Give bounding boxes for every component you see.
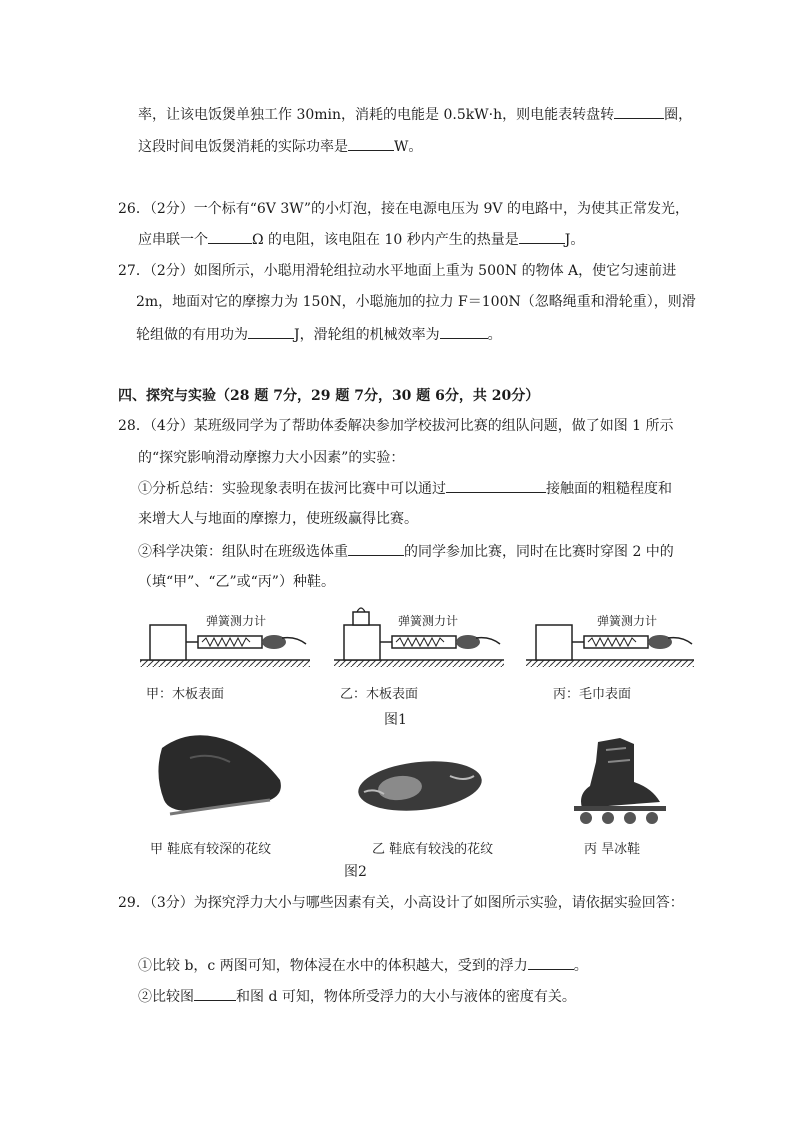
q25-blank-power[interactable]	[348, 136, 394, 151]
figure2-caption-b: 乙 鞋底有较浅的花纹	[372, 842, 494, 857]
wood-block	[344, 625, 380, 660]
q29-line3: ②比较图 和图 d 可知，物体所受浮力的大小与液体的密度有关。	[138, 986, 576, 1007]
q27-line1: 27．（2分）如图所示，小聪用滑轮组拉动水平地面上重为 500N 的物体 A，使它匀速前进	[118, 263, 677, 279]
figure1-caption-b: 乙：木板表面	[340, 687, 419, 702]
figure1-caption-a: 甲：木板表面	[146, 687, 225, 702]
hand-icon	[262, 635, 286, 649]
hand-icon	[456, 635, 480, 649]
section-heading: 四、探究与实验（28 题 7分，29 题 7分，30 题 6分，共 20分）	[118, 388, 540, 404]
q29-line2: ①比较 b，c 两图可知，物体浸在水中的体积越大，受到的浮力 。	[138, 955, 588, 976]
wood-block	[150, 625, 186, 660]
meter-label-c: 弹簧测力计	[597, 614, 658, 628]
q27-blank-efficiency[interactable]	[440, 324, 488, 339]
q28-line4: 来增大人与地面的摩擦力，使班级赢得比赛。	[138, 511, 418, 527]
q29-line1: 29．（3分）为探究浮力大小与哪些因素有关，小高设计了如图所示实验，请依据实验回答：	[118, 895, 684, 911]
figure2-caption-a: 甲 鞋底有较深的花纹	[150, 842, 272, 857]
q27-line2: 2m，地面对它的摩擦力为 150N，小聪施加的拉力 F＝100N（忽略绳重和滑轮重），则滑	[136, 294, 696, 310]
meter-label-a: 弹簧测力计	[206, 614, 267, 628]
meter-label-b: 弹簧测力计	[398, 614, 459, 628]
q28-blank-roughness[interactable]	[446, 478, 546, 493]
q25-line1: 率，让该电饭煲单独工作 30min，消耗的电能是 0.5kW·h，则电能表转盘转 圈，	[138, 104, 692, 125]
roller-skate-icon	[574, 738, 666, 824]
q28-line3: ①分析总结：实验现象表明在拔河比赛中可以通过 接触面的粗糙程度和	[138, 478, 672, 499]
figure2-caption-c: 丙 旱冰鞋	[584, 842, 641, 857]
wood-block	[536, 625, 572, 660]
q27-blank-useful-work[interactable]	[248, 324, 294, 339]
q28-line5: ②科学决策：组队时在班级选体重 的同学参加比赛，同时在比赛时穿图 2 中的	[138, 541, 674, 562]
setup-a	[140, 625, 310, 667]
setup-c	[526, 625, 694, 667]
q26-line1: 26．（2分）一个标有“6V 3W”的小灯泡，接在电源电压为 9V 的电路中，为使其正常发光，	[118, 201, 689, 217]
q29-blank-figure[interactable]	[194, 986, 236, 1001]
q28-line1: 28．（4分）某班级同学为了帮助体委解决参加学校拔河比赛的组队问题，做了如图 1 所示	[118, 418, 674, 434]
shoe-shallow-tread-icon	[356, 756, 484, 817]
q29-blank-buoyancy[interactable]	[528, 955, 574, 970]
hand-icon	[648, 635, 672, 649]
q25-blank-revolutions[interactable]	[614, 104, 664, 119]
shoe-deep-tread-icon	[158, 735, 280, 814]
figure1-diagram	[136, 600, 696, 672]
q28-blank-weight[interactable]	[348, 541, 404, 556]
q26-line2: 应串联一个 Ω 的电阻，该电阻在 10 秒内产生的热量是 J。	[138, 229, 584, 250]
weight-icon	[353, 612, 369, 625]
figure2-diagram	[150, 728, 670, 828]
figure1-title: 图1	[384, 712, 407, 728]
q25-line2: 这段时间电饭煲消耗的实际功率是 W。	[138, 136, 422, 157]
q27-line3: 轮组做的有用功为 J，滑轮组的机械效率为 。	[136, 324, 502, 345]
figure2-title: 图2	[344, 864, 367, 880]
q28-line2: 的“探究影响滑动摩擦力大小因素”的实验：	[138, 450, 405, 466]
q26-blank-heat[interactable]	[519, 229, 565, 244]
figure1-caption-c: 丙：毛巾表面	[553, 687, 632, 702]
q28-line6: （填“甲”、“乙”或“丙”）种鞋。	[138, 574, 335, 590]
q26-blank-resistance[interactable]	[208, 229, 252, 244]
